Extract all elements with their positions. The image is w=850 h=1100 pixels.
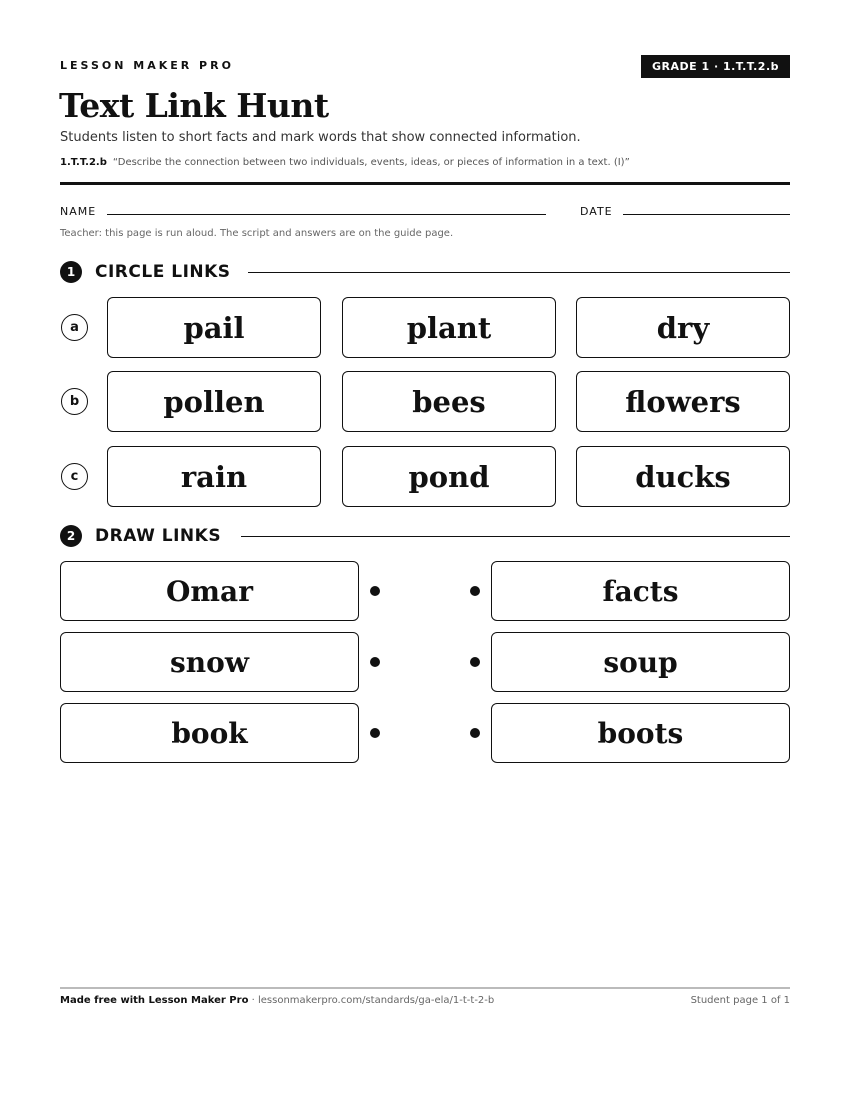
link-dot-right[interactable] bbox=[470, 657, 480, 667]
word-card[interactable]: rain bbox=[107, 446, 321, 507]
word-card[interactable]: ducks bbox=[576, 446, 790, 507]
link-right-card[interactable]: facts bbox=[491, 561, 790, 621]
teacher-note: Teacher: this page is run aloud. The script and answers are on the guide page. bbox=[60, 228, 454, 239]
name-field-line[interactable] bbox=[107, 214, 546, 215]
link-left-card[interactable]: Omar bbox=[60, 561, 359, 621]
link-left-card[interactable]: snow bbox=[60, 632, 359, 692]
standard-text: “Describe the connection between two individuals, events, ideas, or pieces of information in a text. (I)” bbox=[112, 157, 630, 168]
row-label-c: c bbox=[61, 463, 88, 490]
section-2-title: DRAW LINKS bbox=[95, 526, 222, 546]
section-2-number: 2 bbox=[60, 525, 82, 547]
footer-separator: · bbox=[248, 995, 258, 1006]
footer-divider bbox=[60, 987, 790, 989]
standard-code: 1.T.T.2.b bbox=[60, 157, 107, 168]
word-card[interactable]: bees bbox=[342, 371, 556, 432]
link-right-card[interactable]: soup bbox=[491, 632, 790, 692]
footer-page-number: Student page 1 of 1 bbox=[690, 995, 790, 1006]
link-dot-left[interactable] bbox=[370, 586, 380, 596]
date-label: DATE bbox=[580, 205, 613, 218]
section-1-number: 1 bbox=[60, 261, 82, 283]
word-card[interactable]: dry bbox=[576, 297, 790, 358]
word-card[interactable]: pail bbox=[107, 297, 321, 358]
link-dot-left[interactable] bbox=[370, 657, 380, 667]
word-card[interactable]: flowers bbox=[576, 371, 790, 432]
link-dot-right[interactable] bbox=[470, 728, 480, 738]
grade-badge: GRADE 1 · 1.T.T.2.b bbox=[641, 55, 790, 78]
section-1-heading bbox=[60, 260, 231, 284]
link-dot-right[interactable] bbox=[470, 586, 480, 596]
word-card[interactable]: plant bbox=[342, 297, 556, 358]
standard-line bbox=[60, 157, 630, 168]
section-2-rule bbox=[241, 536, 790, 537]
link-left-card[interactable]: book bbox=[60, 703, 359, 763]
footer-url[interactable]: lessonmakerpro.com/standards/ga-ela/1-t-t-2-b bbox=[257, 995, 495, 1006]
page-subtitle: Students listen to short facts and mark words that show connected information. bbox=[60, 130, 581, 145]
page-title: Text Link Hunt bbox=[59, 86, 329, 125]
link-dot-left[interactable] bbox=[370, 728, 380, 738]
section-1-rule bbox=[248, 272, 790, 273]
brand-name: LESSON MAKER PRO bbox=[60, 59, 234, 72]
link-right-card[interactable]: boots bbox=[491, 703, 790, 763]
row-label-b: b bbox=[61, 388, 88, 415]
footer-credit bbox=[60, 995, 494, 1006]
word-card[interactable]: pond bbox=[342, 446, 556, 507]
section-2-heading bbox=[60, 524, 221, 548]
date-field-line[interactable] bbox=[623, 214, 790, 215]
footer-made-with: Made free with Lesson Maker Pro bbox=[60, 995, 249, 1006]
row-label-a: a bbox=[61, 314, 88, 341]
word-card[interactable]: pollen bbox=[107, 371, 321, 432]
header-divider bbox=[60, 182, 790, 185]
name-label: NAME bbox=[60, 205, 97, 218]
section-1-title: CIRCLE LINKS bbox=[95, 262, 231, 282]
